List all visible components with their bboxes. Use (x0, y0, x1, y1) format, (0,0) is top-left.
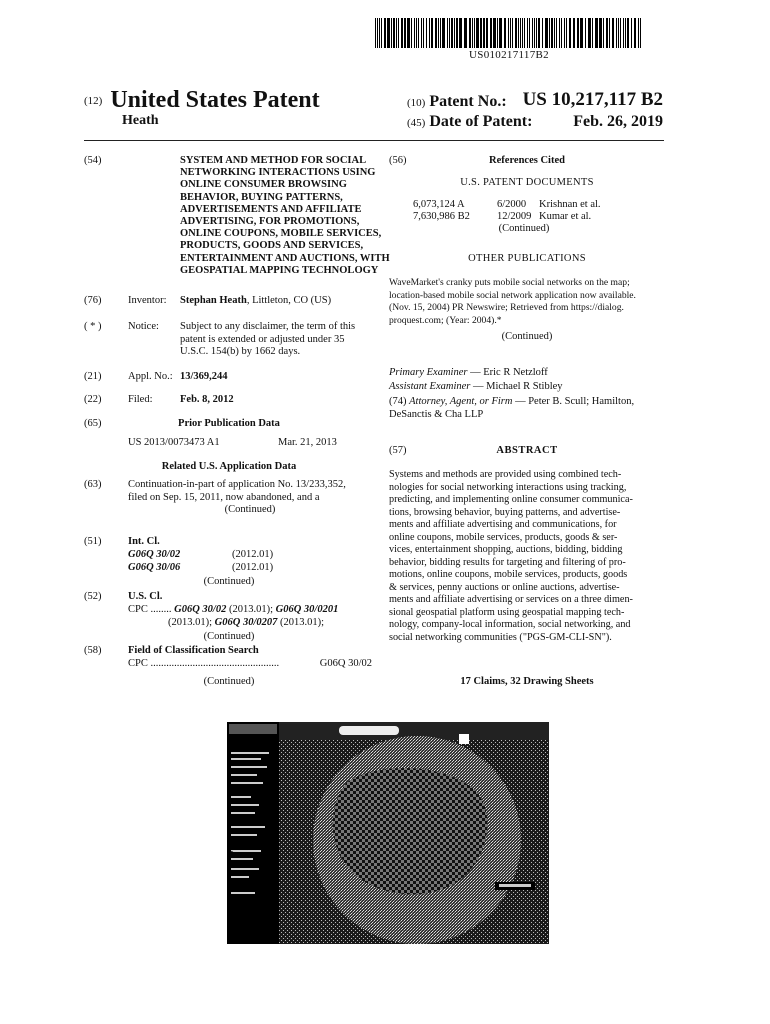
publication-line: location-based mobile social network application now available. (389, 289, 636, 301)
barcode-bar (599, 18, 602, 48)
barcode-bar (486, 18, 488, 48)
attorney-label: Attorney, Agent, or Firm (409, 396, 513, 407)
barcode-bar (407, 18, 410, 48)
barcode-bar (554, 18, 555, 48)
prior-publication-field (84, 418, 374, 431)
references-code: (56) (389, 155, 407, 166)
abstract-heading: ABSTRACT (496, 445, 558, 456)
int-class-year: (2012.01) (232, 549, 274, 560)
cpc-year: (2013.01); (226, 604, 276, 615)
cpc-year: (2013.01); (277, 617, 325, 628)
barcode-bar (603, 18, 604, 48)
continued-note: (Continued) (501, 331, 553, 342)
us-doc-number: 6,073,124 A (413, 199, 465, 210)
barcode-bar (396, 18, 397, 48)
assistant-examiner-name: — Michael R Stibley (470, 381, 563, 392)
title-line: BEHAVIOR, BUYING PATTERNS, (180, 191, 343, 203)
us-document-row (413, 211, 653, 224)
publication-line: WaveMarket's cranky puts mobile social networks on the map; (389, 277, 630, 288)
barcode-bar (577, 18, 579, 48)
barcode-bar (536, 18, 537, 48)
attorney-name: — Peter B. Scull; Hamilton, (512, 396, 635, 407)
publication-line: (Nov. 15, 2004) PR Newswire; Retrieved from https://dialog. (389, 302, 624, 314)
abstract-line: online coupons, mobile services, products, goods & ser- (389, 531, 618, 543)
barcode-bar (625, 18, 626, 48)
bibliographic-left-column (84, 155, 390, 695)
barcode-bar (474, 18, 475, 48)
inventor-place: , Littleton, CO (US) (246, 295, 332, 306)
barcode-bar (497, 18, 498, 48)
barcode-bar (549, 18, 550, 48)
barcode-bar (423, 18, 424, 48)
patent-header-title (84, 87, 320, 114)
barcode-bar (616, 18, 617, 48)
barcode-bar (464, 18, 467, 48)
barcode-bar (612, 18, 614, 48)
continuation-code: (63) (84, 479, 102, 490)
barcode-bar (518, 18, 519, 48)
abstract-line: & services, penny auctions or online auctions, advertise- (389, 581, 620, 593)
continuation-line: filed on Sep. 15, 2011, now abandoned, and a (128, 491, 320, 503)
barcode-bar (499, 18, 502, 48)
barcode-bar (480, 18, 482, 48)
uscl-code: (52) (84, 591, 102, 602)
barcode-bar (404, 18, 406, 48)
abstract-line: ments and affiliate advertising and communications, for (389, 519, 617, 530)
barcode-bar (493, 18, 496, 48)
date-of-patent-line (407, 113, 663, 131)
barcode-bar (524, 18, 525, 48)
date-label: Date of Patent: (429, 113, 533, 130)
title-line: GEOSPATIAL MAPPING TECHNOLOGY (180, 264, 379, 276)
filing-date: Feb. 8, 2012 (180, 394, 234, 405)
barcode-bar (398, 18, 399, 48)
barcode-bar (384, 18, 386, 48)
uscl-label: U.S. Cl. (128, 591, 163, 602)
figure-logo-text (499, 884, 531, 887)
barcode-bar (483, 18, 485, 48)
barcode-bar (592, 18, 593, 48)
barcode-bar (515, 18, 517, 48)
title-line: ADVERTISING, FOR PROMOTIONS, (180, 216, 360, 228)
assistant-examiner (389, 381, 665, 394)
prior-code: (65) (84, 418, 102, 429)
continued-note: (Continued) (203, 676, 255, 687)
figure-search-box (339, 726, 399, 735)
barcode-number: US010217117B2 (469, 49, 549, 61)
barcode-bar (438, 18, 439, 48)
barcode-bar (618, 18, 619, 48)
claims-count: 17 Claims, 32 Drawing Sheets (460, 676, 594, 687)
abstract-line: ments and affiliate advertising or services on a three dimen- (389, 594, 633, 605)
barcode-bar (411, 18, 412, 48)
field-cpc-label: CPC (128, 658, 148, 669)
barcode-bar (393, 18, 395, 48)
barcode-bar (391, 18, 392, 48)
barcode-bar (512, 18, 513, 48)
barcode-bar (585, 18, 586, 48)
abstract-line: vices, entertainment shopping, auctions, bidding, bidding (389, 544, 623, 555)
barcode-bar (469, 18, 471, 48)
abstract-line: predicting, and implementing online consumer communica- (389, 494, 633, 505)
barcode-bar (472, 18, 473, 48)
barcode-bar (566, 18, 567, 48)
appl-code: (21) (84, 371, 102, 382)
barcode-bar (538, 18, 540, 48)
us-document-row (413, 199, 653, 212)
barcode-bar (504, 18, 506, 48)
barcode-bar (542, 18, 543, 48)
intcl-label: Int. Cl. (128, 536, 160, 547)
us-doc-date: 12/2009 (497, 211, 532, 222)
barcode-bar (442, 18, 445, 48)
barcode-bar (634, 18, 636, 48)
application-number: 13/369,244 (180, 371, 228, 382)
abstract-line: Systems and methods are provided using combined tech- (389, 469, 622, 480)
int-class-year: (2012.01) (232, 562, 274, 573)
abstract-line: motions, online coupons, mobile services, products, goods (389, 569, 628, 580)
barcode-bar (440, 18, 441, 48)
abstract-line: nologies for social networking interactions using tracking, (389, 481, 627, 493)
barcode-bar (476, 18, 479, 48)
barcode-bar (573, 18, 575, 48)
publication-line: proquest.com; (Year: 2004).* (389, 314, 502, 326)
title-line: ENTERTAINMENT AND AUCTIONS, WITH (180, 252, 390, 264)
us-doc-number: 7,630,986 B2 (413, 211, 470, 222)
cpc-label: CPC (128, 604, 148, 615)
title-line: ONLINE CONSUMER BROWSING (180, 179, 347, 191)
abstract-line: behavior, bidding results for targeting and filtering of pro- (389, 556, 626, 568)
us-doc-name: Krishnan et al. (539, 199, 601, 210)
barcode-bar (375, 18, 376, 48)
continuation-line: Continuation-in-part of application No. 13/233,352, (128, 479, 346, 490)
field-code: (58) (84, 645, 102, 656)
document-type: United States Patent (110, 87, 320, 113)
barcode-bar (377, 18, 378, 48)
notice-line: patent is extended or adjusted under 35 (180, 333, 345, 345)
cpc-class: G06Q 30/0201 (275, 604, 339, 615)
barcode-bar (459, 18, 462, 48)
related-application-heading: Related U.S. Application Data (161, 461, 297, 472)
barcode-bar (401, 18, 403, 48)
barcode-bar (387, 18, 390, 48)
title-line: NETWORKING INTERACTIONS USING (180, 167, 376, 179)
abstract-line: sional geospatial platform using geospatial mapping tech- (389, 606, 625, 618)
barcode-bar (532, 18, 533, 48)
patent-number: US 10,217,117 B2 (522, 89, 663, 110)
barcode-bar (623, 18, 624, 48)
continued-note: (Continued) (203, 631, 255, 642)
inventor-surname: Heath (122, 113, 159, 128)
int-cl-row (128, 549, 328, 562)
patent-number-label: Patent No.: (429, 93, 507, 110)
header-divider (84, 140, 664, 141)
field-cpc-value: G06Q 30/02 (319, 658, 372, 669)
barcode-bar (545, 18, 548, 48)
abstract-code: (57) (389, 445, 407, 456)
patent-number-line (407, 89, 663, 111)
int-class: G06Q 30/02 (128, 549, 181, 560)
intcl-code: (51) (84, 536, 102, 547)
title-line: ONLINE COUPONS, MOBILE SERVICES, (180, 228, 382, 240)
barcode-bar (520, 18, 521, 48)
cpc-class: G06Q 30/02 (174, 604, 227, 615)
figure-continent (333, 768, 488, 894)
barcode-bar (416, 18, 417, 48)
assistant-examiner-label: Assistant Examiner (389, 381, 471, 392)
abstract-text (389, 469, 665, 644)
inventor-name: Stephan Heath (180, 295, 247, 306)
field-label: Field of Classification Search (128, 645, 259, 656)
us-doc-date: 6/2000 (497, 199, 527, 210)
barcode-bar (551, 18, 553, 48)
abstract-line: nology, company-local information, social networking, and (389, 619, 631, 630)
notice-line: Subject to any disclaimer, the term of this (180, 321, 356, 332)
barcode-bar (580, 18, 583, 48)
barcode-bar (381, 18, 382, 48)
cpc-line (128, 604, 374, 617)
field-dots: ................................................. (150, 658, 280, 669)
barcode-bar (609, 18, 610, 48)
cpc-class: G06Q 30/0207 (214, 617, 278, 628)
other-publications-heading: OTHER PUBLICATIONS (468, 253, 586, 264)
int-class: G06Q 30/06 (128, 562, 181, 573)
filed-label: Filed: (128, 394, 153, 405)
primary-examiner (389, 367, 665, 380)
barcode-bar (529, 18, 530, 48)
barcode-bar (556, 18, 557, 48)
title-line: SYSTEM AND METHOD FOR SOCIAL (180, 155, 367, 166)
us-patent-documents-heading: U.S. PATENT DOCUMENTS (460, 177, 594, 188)
prior-publication-number: US 2013/0073473 A1 (128, 437, 220, 448)
other-publications-text (389, 277, 665, 327)
prior-publication-heading: Prior Publication Data (178, 418, 280, 429)
int-cl-row (128, 562, 328, 575)
barcode-bar (522, 18, 523, 48)
figure-sidebar-header (229, 724, 277, 734)
inventor-label: Inventor: (128, 295, 167, 306)
figure-sidebar (227, 722, 279, 944)
barcode (375, 18, 643, 48)
appl-label: Appl. No.: (128, 371, 173, 382)
barcode-bar (631, 18, 632, 48)
barcode-bar (627, 18, 629, 48)
notice-line: U.S.C. 154(b) by 1662 days. (180, 346, 301, 358)
barcode-bar (638, 18, 639, 48)
barcode-bar (418, 18, 419, 48)
cpc-dots: ........ (150, 604, 172, 615)
title-code: (54) (84, 155, 102, 166)
attorney-agent (389, 396, 665, 409)
barcode-bar (527, 18, 528, 48)
barcode-bar (620, 18, 621, 48)
barcode-bar (606, 18, 608, 48)
references-heading: References Cited (489, 155, 565, 166)
filed-code: (22) (84, 394, 102, 405)
barcode-bar (414, 18, 415, 48)
barcode-bar (431, 18, 433, 48)
us-doc-name: Kumar et al. (539, 211, 592, 222)
prior-publication-row (128, 437, 368, 450)
primary-examiner-label: Primary Examiner (389, 367, 468, 378)
barcode-bar (447, 18, 448, 48)
notice-label: Notice: (128, 321, 159, 332)
barcode-bar (534, 18, 535, 48)
cpc-line (168, 617, 374, 630)
date-of-patent: Feb. 26, 2019 (573, 113, 663, 130)
figure-marker (459, 734, 469, 744)
barcode-bar (421, 18, 422, 48)
title-line: ADVERTISEMENTS AND AFFILIATE (180, 203, 362, 215)
date-code: (45) (407, 117, 426, 129)
barcode-bar (490, 18, 492, 48)
title-line: PRODUCTS, GOODS AND SERVICES, (180, 240, 364, 252)
barcode-bar (569, 18, 571, 48)
attorney-firm: DeSanctis & Cha LLP (389, 409, 484, 420)
abstract-line: tions, browsing behavior, buying patterns, and advertise- (389, 506, 621, 518)
barcode-bar (379, 18, 380, 48)
barcode-bar (559, 18, 560, 48)
prior-publication-date: Mar. 21, 2013 (278, 437, 337, 448)
barcode-bar (451, 18, 453, 48)
barcode-bar (435, 18, 437, 48)
patent-number-code: (10) (407, 97, 426, 109)
continued-note: (Continued) (224, 504, 276, 516)
barcode-bar (510, 18, 511, 48)
barcode-bar (564, 18, 565, 48)
barcode-bar (640, 18, 641, 48)
type-code: (12) (84, 95, 103, 107)
notice-code: ( * ) (84, 321, 102, 332)
representative-figure (227, 722, 549, 944)
primary-examiner-name: — Eric R Netzloff (467, 367, 548, 378)
bibliographic-right-column (389, 155, 665, 695)
continued-note: (Continued) (203, 576, 255, 587)
barcode-bar (429, 18, 430, 48)
continued-note: (Continued) (498, 223, 550, 234)
barcode-bar (456, 18, 458, 48)
abstract-line: social networking communities ("PGS-GM-CLI-SN"). (389, 631, 612, 643)
barcode-bar (588, 18, 591, 48)
barcode-bar (449, 18, 450, 48)
field-cpc-line (128, 658, 374, 671)
barcode-bar (454, 18, 455, 48)
barcode-bar (508, 18, 509, 48)
barcode-bar (595, 18, 598, 48)
inventor-code: (76) (84, 295, 102, 306)
cpc-year: (2013.01); (168, 617, 215, 628)
barcode-bar (426, 18, 427, 48)
barcode-bar (561, 18, 562, 48)
attorney-code: (74) (389, 396, 407, 407)
